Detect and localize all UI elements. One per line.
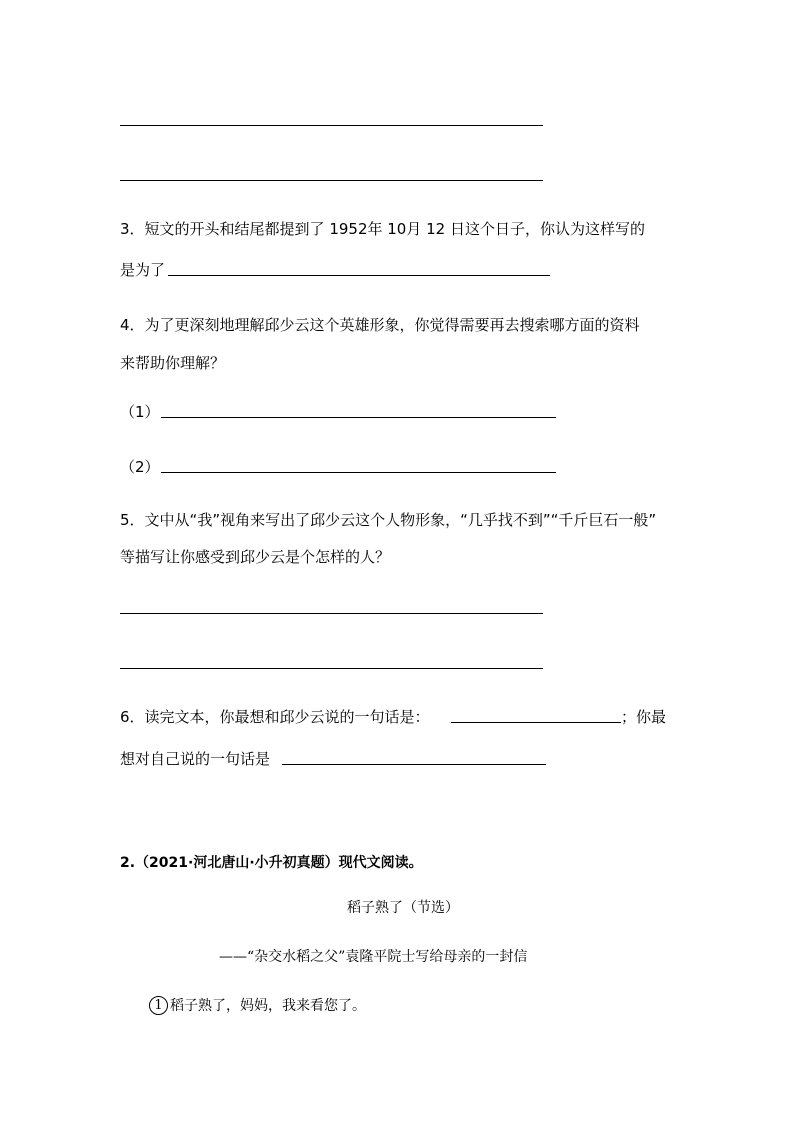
passage-title: 稻子熟了（节选） — [347, 900, 459, 916]
question-5-text: 5．文中从“我”视角来写出了邱少云这个人物形象，“几乎找不到”“千斤巨石一般” — [120, 511, 657, 529]
paragraph-number-badge: 1 — [149, 996, 168, 1015]
question-3-text-2: 是为了 — [120, 261, 166, 279]
section-2-heading: 2.（2021·河北唐山·小升初真题）现代文阅读。 — [120, 855, 423, 871]
question-6-text-2: 想对自己说的一句话是 — [120, 750, 271, 768]
question-5-answer-line[interactable] — [120, 668, 543, 669]
question-6-text: 6．读完文本，你最想和邱少云说的一句话是： — [120, 708, 430, 726]
question-5-answer-line[interactable] — [120, 613, 543, 614]
answer-line — [120, 125, 543, 126]
question-6-text-suffix: ；你最 — [621, 708, 667, 726]
question-4-item-2-label: （2） — [120, 458, 160, 476]
question-4-text-2: 来帮助你理解？ — [120, 354, 226, 372]
question-3-text: 3．短文的开头和结尾都提到了 1952年 10月 12 日这个日子，你认为这样写的 — [120, 220, 645, 238]
question-6-answer-line-2[interactable] — [282, 764, 546, 765]
question-4-item-1-label: （1） — [120, 403, 160, 421]
passage-paragraph-1 — [149, 995, 366, 1015]
answer-line — [120, 180, 543, 181]
question-4-text: 4．为了更深刻地理解邱少云这个英雄形象，你觉得需要再去搜索哪方面的资料 — [120, 316, 640, 334]
question-3-answer-line[interactable] — [168, 275, 550, 276]
question-4-item-2-answer-line[interactable] — [161, 472, 556, 473]
paragraph-1-text: 稻子熟了，妈妈，我来看您了。 — [170, 998, 366, 1014]
question-5-text-2: 等描写让你感受到邱少云是个怎样的人？ — [120, 548, 391, 566]
passage-subtitle: ——“杂交水稻之父”袁隆平院士写给母亲的一封信 — [219, 949, 528, 965]
question-6-answer-line-1[interactable] — [451, 722, 621, 723]
question-4-item-1-answer-line[interactable] — [161, 417, 556, 418]
